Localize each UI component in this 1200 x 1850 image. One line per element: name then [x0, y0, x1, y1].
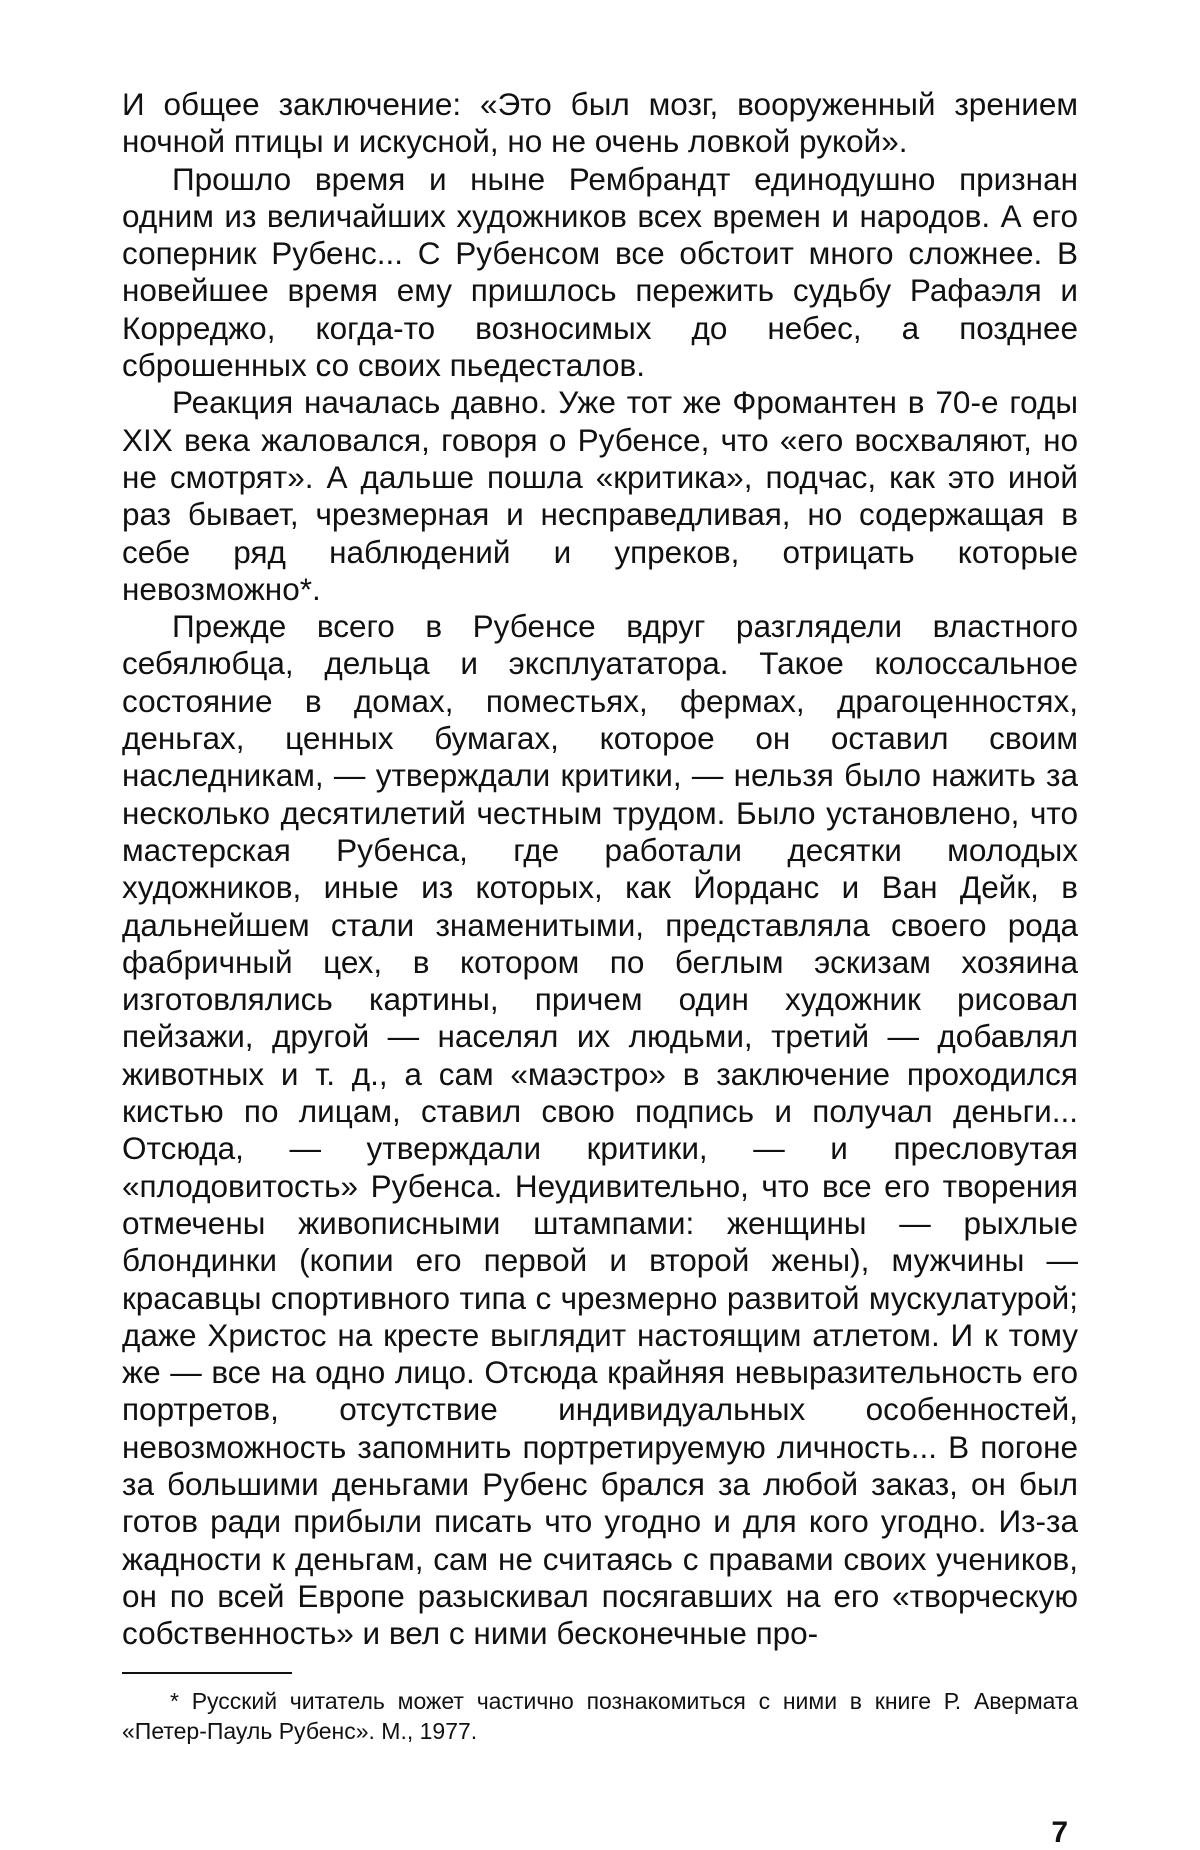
paragraph-4: Прежде всего в Рубенсе вдруг разглядели властного себялюбца, дельца и эксплуататора. Такое колоссальное состояние в домах, поместьях, фермах, драгоценностях, деньгах, ценных бумагах, которое он оставил своим наследникам, — утверждали критики, — нельзя было нажить за несколько десятилетий честным трудом. Было установлено, что мастерская Рубенса, где работали десятки молодых художников, иные из которых, как Йорданс и Ван Дейк, в дальнейшем стали знаменитыми, представляла своего рода фабричный цех, в котором по беглым эскизам хозяина изготовлялись картины, причем один художник рисовал пейзажи, другой — населял их людьми, третий — добавлял животных и т. д., а сам «маэстро» в заключение проходился кистью по лицам, ставил свою подпись и получал деньги... Отсюда, — утверждали критики, — и пресловутая «плодовитость» Рубенса. Неудивительно, что все его творения отмечены живописными штампами: женщины — рыхлые блондинки (копии его первой и второй жены), мужчины — красавцы спортивного типа с чрезмерно развитой мускулатурой; даже Христос на кресте выглядит настоящим атлетом. И к тому же — все на одно лицо. Отсюда крайняя невыразительность его портретов, отсутствие индивидуальных особенностей, невозможность запомнить портретируемую личность... В погоне за большими деньгами Рубенс брался за любой заказ, он был готов ради прибыли писать что угодно и для кого угодно. Из-за жадности к деньгам, сам не считаясь с правами своих учеников, он по всей Европе разыскивал посягавших на его «творческую собственность» и вел с ними бесконечные про- — [122, 608, 1078, 1652]
footnote: * Русский читатель может частично познакомиться с ними в книге Р. Авермата «Петер-Пауль Рубенс». М., 1977. — [122, 1688, 1078, 1744]
page-number: 7 — [1051, 1816, 1068, 1849]
book-page — [122, 86, 1078, 1849]
footnote-divider — [122, 1672, 292, 1674]
paragraph-1: И общее заключение: «Это был мозг, вооруженный зрением ночной птицы и искусной, но не очень ловкой рукой». — [122, 86, 1078, 160]
main-text — [122, 86, 1078, 1652]
paragraph-3: Реакция началась давно. Уже тот же Фромантен в 70-е годы XIX века жаловался, говоря о Рубенсе, что «его восхваляют, но не смотрят». А дальше пошла «критика», подчас, как это иной раз бывает, чрезмерная и несправедливая, но содержащая в себе ряд наблюдений и упреков, отрицать которые невозможно*. — [122, 384, 1078, 607]
paragraph-2: Прошло время и ныне Рембрандт единодушно признан одним из величайших художников всех времен и народов. А его соперник Рубенс... С Рубенсом все обстоит много сложнее. В новейшее время ему пришлось пережить судьбу Рафаэля и Корреджо, когда-то возносимых до небес, а позднее сброшенных со своих пьедесталов. — [122, 160, 1078, 384]
